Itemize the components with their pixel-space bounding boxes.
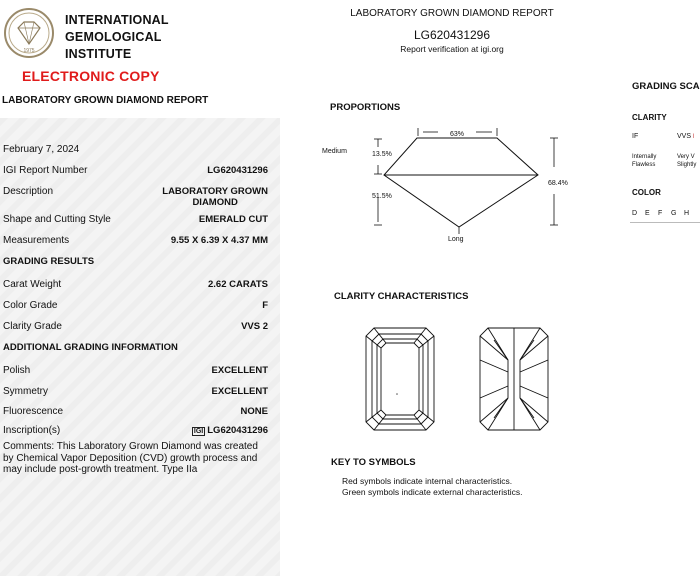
pavilion-percent: 51.5%	[372, 193, 392, 200]
institute-line: GEMOLOGICAL	[65, 30, 162, 44]
pavilion-view-diagram	[474, 320, 554, 438]
clarity-scale-desc-line: Slightly	[677, 161, 697, 168]
girdle-label: Medium	[322, 148, 347, 155]
additional-label: Polish	[3, 365, 31, 376]
grading-value: F	[262, 300, 268, 311]
report-number: LG620431296	[413, 28, 491, 42]
verification-text: Report verification at igi.org	[400, 44, 504, 54]
clarity-scale-desc	[677, 154, 696, 169]
clarity-scale-desc-line: Flawless	[632, 161, 656, 168]
crown-percent: 13.5%	[372, 151, 392, 158]
detail-label: IGI Report Number	[3, 165, 88, 176]
detail-label: Description	[3, 186, 54, 197]
color-letter: E	[645, 210, 650, 217]
clarity-scale-title: CLARITY	[632, 113, 667, 122]
grading-label: Color Grade	[3, 300, 58, 311]
clarity-scale-desc-line: Internally	[632, 154, 657, 160]
clarity-scale-desc	[632, 154, 656, 169]
additional-value: EXCELLENT	[211, 365, 268, 376]
culet-label: Long	[448, 236, 464, 243]
igi-logo-seal-icon	[2, 6, 56, 60]
clarity-scale-grade: IF	[632, 133, 639, 140]
detail-label: Shape and Cutting Style	[3, 214, 111, 225]
institute-line: INTERNATIONAL	[65, 13, 169, 27]
grading-value: 2.62 CARATS	[207, 279, 268, 290]
additional-label: Symmetry	[3, 386, 48, 397]
key-to-symbols-title: KEY TO SYMBOLS	[331, 457, 416, 468]
comments-text: Comments: This Laboratory Grown Diamond was created by Chemical Vapor Deposition (CVD) growth process and may include post-growth treatment. Type IIa	[3, 441, 258, 475]
table-percent: 63%	[449, 131, 465, 138]
proportions-title: PROPORTIONS	[330, 102, 401, 113]
crown-view-diagram	[360, 320, 440, 438]
color-letter: F	[658, 210, 663, 217]
report-heading: LABORATORY GROWN DIAMOND REPORT	[350, 8, 554, 19]
electronic-copy-label: ELECTRONIC COPY	[22, 68, 160, 84]
key-line-green: Green symbols indicate external characteristics.	[342, 487, 523, 497]
additional-value: NONE	[240, 406, 268, 417]
detail-label: Measurements	[3, 235, 70, 246]
clarity-scale-grade-text: VVS	[677, 133, 692, 140]
grading-results-title: GRADING RESULTS	[3, 256, 95, 267]
left-report-title: LABORATORY GROWN DIAMOND REPORT	[2, 95, 209, 106]
clarity-scale-desc-line: Very V	[677, 154, 695, 160]
additional-label: Fluorescence	[3, 406, 64, 417]
detail-value: LG620431296	[207, 165, 268, 176]
color-letter: G	[671, 210, 677, 217]
inscription-value	[192, 425, 268, 437]
institute-name	[65, 12, 169, 63]
igi-inscription-icon: IGI	[193, 428, 204, 435]
grading-label: Clarity Grade	[3, 321, 62, 332]
clarity-characteristics-title: CLARITY CHARACTERISTICS	[334, 291, 469, 302]
additional-label: Inscription(s)	[3, 425, 61, 436]
grading-value: VVS 2	[241, 321, 268, 332]
clarity-scale-grade: VVS I	[677, 133, 695, 140]
additional-grading-title: ADDITIONAL GRADING INFORMATION	[3, 342, 178, 353]
report-date: February 7, 2024	[3, 144, 80, 155]
color-scale-letters	[632, 210, 700, 217]
svg-text:1975: 1975	[23, 48, 35, 54]
color-scale-rule	[630, 222, 700, 223]
proportions-diagram	[320, 122, 580, 247]
grading-scale-title: GRADING SCA	[632, 81, 700, 92]
institute-line: INSTITUTE	[65, 47, 132, 61]
grading-label: Carat Weight	[3, 279, 62, 290]
additional-value: EXCELLENT	[211, 386, 268, 397]
inscription-text: LG620431296	[207, 425, 268, 436]
detail-value: EMERALD CUT	[198, 214, 268, 225]
color-letter: H	[684, 210, 690, 217]
color-letter: D	[632, 210, 638, 217]
detail-value: 9.55 X 6.39 X 4.37 MM	[170, 235, 268, 246]
detail-value: LABORATORY GROWN DIAMOND	[162, 186, 268, 208]
depth-percent: 68.4%	[548, 180, 568, 187]
color-scale-title: COLOR	[632, 188, 661, 197]
key-line-red: Red symbols indicate internal characteristics.	[342, 476, 513, 486]
